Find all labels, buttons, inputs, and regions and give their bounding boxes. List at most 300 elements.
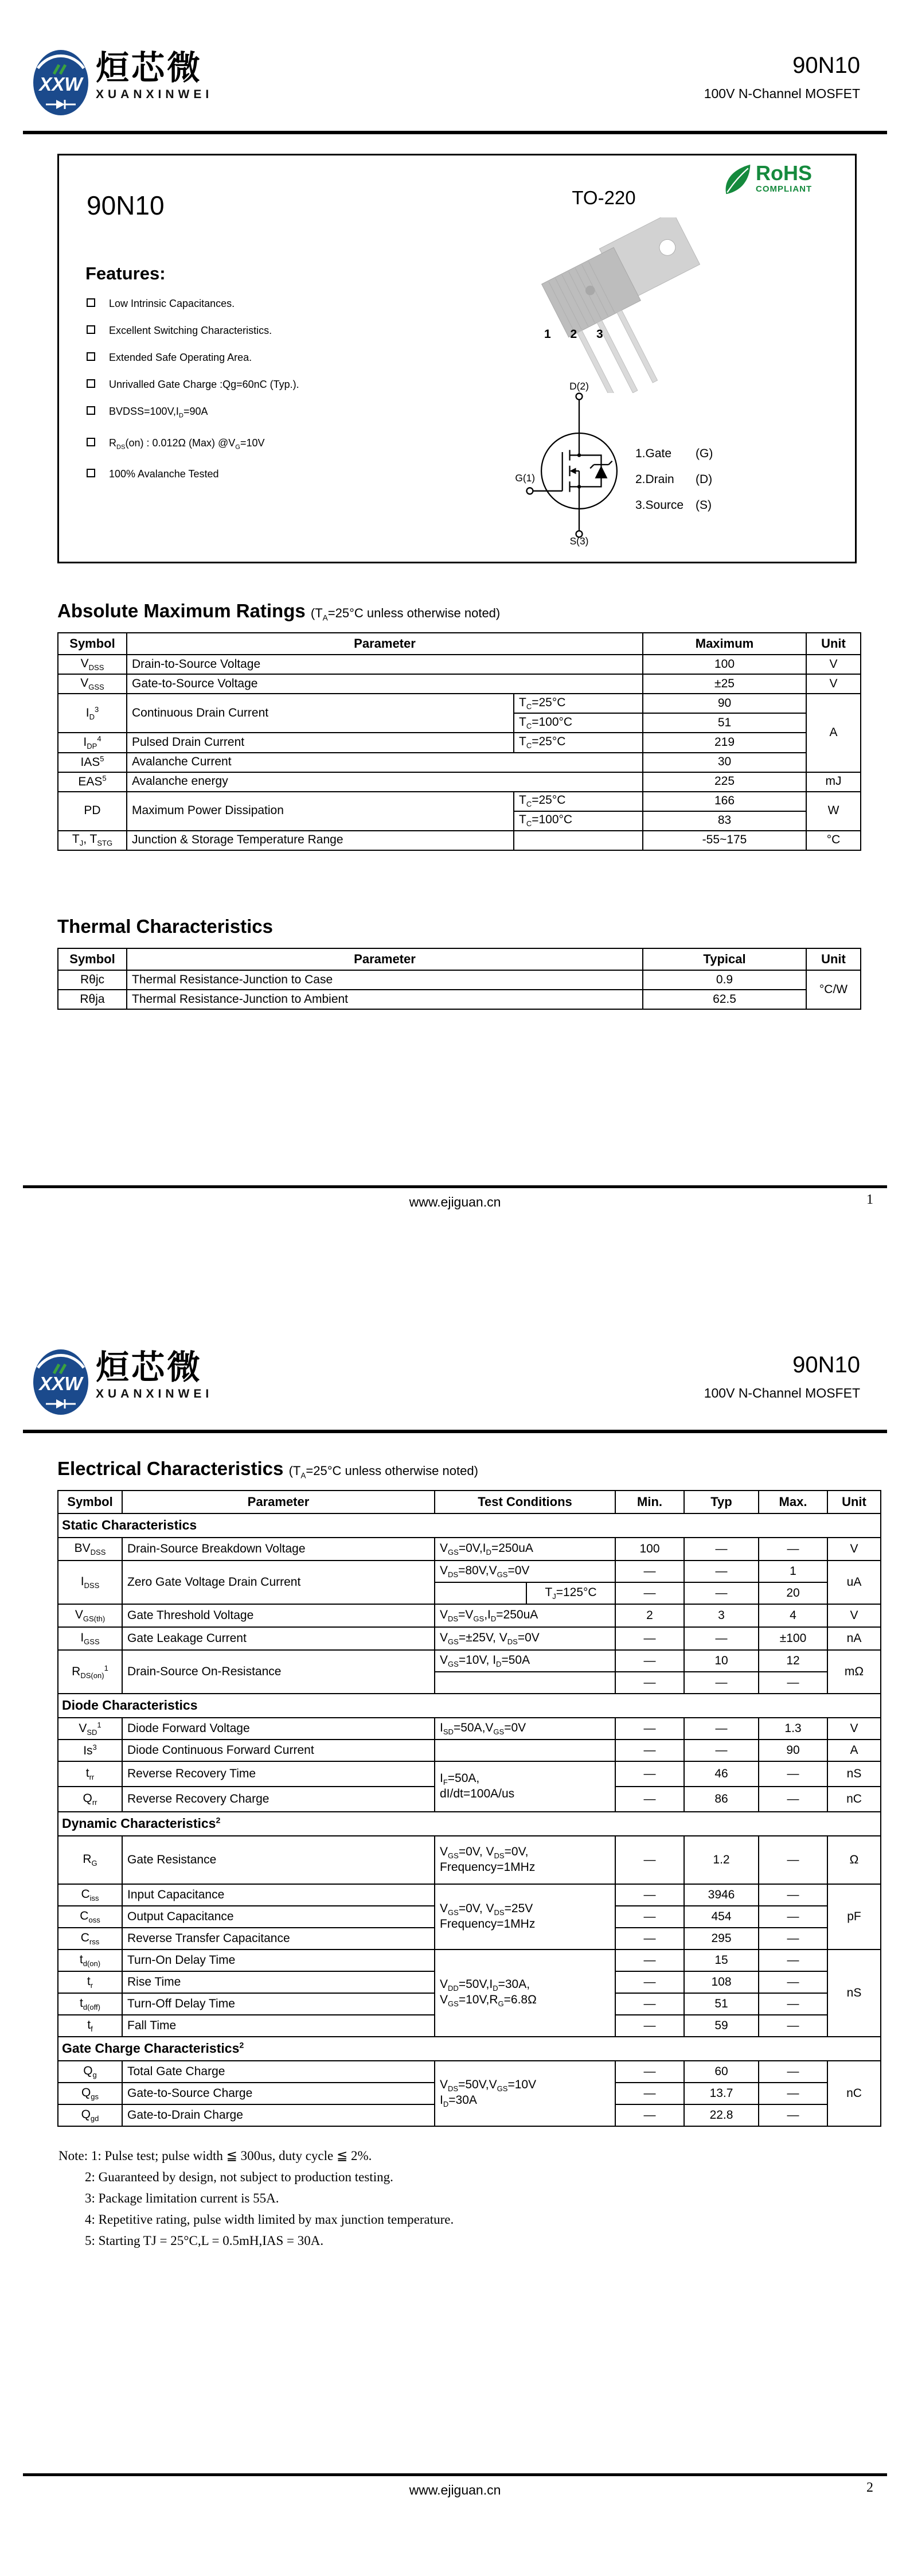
- part-number: 90N10: [792, 1352, 860, 1378]
- table-cell: $V_{GS(th)}$: [58, 1604, 122, 1627]
- note-line: Note: 1: Pulse test; pulse width ≦ 300us, duty cycle ≦ 2%.: [58, 2149, 372, 2163]
- table-cell: $I_{DP}^4$: [58, 733, 127, 753]
- pin-signal: (S): [696, 499, 712, 512]
- pin-signal: (D): [696, 473, 713, 486]
- table-cell: nC: [827, 1787, 881, 1812]
- rohs-leaf-icon: [721, 162, 753, 198]
- table-cell: —: [684, 1672, 759, 1694]
- footer-page-number: 2: [866, 2480, 873, 2495]
- features-box: [57, 154, 857, 563]
- table-cell: 86: [684, 1787, 759, 1812]
- table-cell: —: [615, 1627, 684, 1650]
- pin-legend: [635, 447, 713, 524]
- electrical-table: [57, 1490, 881, 2127]
- table-cell: 225: [643, 772, 806, 792]
- table-cell: Drain-Source Breakdown Voltage: [122, 1538, 435, 1561]
- product-subtitle: 100V N-Channel MOSFET: [704, 1386, 860, 1400]
- footer-rule: [23, 1185, 887, 1188]
- feature-text: $BVDSS=100V,I_D=90A$: [109, 406, 208, 419]
- table-cell: Reverse Recovery Charge: [122, 1787, 435, 1812]
- brand-name-en: XUANXINWEI: [96, 1387, 213, 1400]
- table-cell: Parameter: [127, 948, 643, 970]
- feature-list: [87, 298, 299, 495]
- table-cell: —: [759, 1787, 827, 1812]
- checkbox-icon: [87, 438, 95, 446]
- table-cell: Min.: [615, 1491, 684, 1513]
- table-cell: 10: [684, 1650, 759, 1672]
- table-cell: Gate-to-Drain Charge: [122, 2104, 435, 2126]
- table-cell: —: [615, 2104, 684, 2126]
- table-cell: [435, 1672, 615, 1694]
- table-cell: $V_{GS}=\pm 25V$, $V_{DS}=0V$: [435, 1627, 615, 1650]
- table-cell: Gate Resistance: [122, 1836, 435, 1884]
- table-cell: W: [806, 792, 861, 831]
- table-cell: 13.7: [684, 2083, 759, 2104]
- feature-item: [87, 379, 299, 391]
- table-row: [58, 1884, 881, 1906]
- table-cell: Maximum Power Dissipation: [127, 792, 514, 831]
- pin-numbers-label: 1 2 3: [544, 328, 611, 341]
- thermal-table: [57, 948, 861, 1010]
- table-cell: Fall Time: [122, 2015, 435, 2037]
- table-cell: $C_{oss}$: [58, 1906, 122, 1928]
- table-cell: Thermal Resistance-Junction to Case: [127, 970, 643, 990]
- footer-page-number: 1: [866, 1192, 873, 1207]
- table-cell: —: [684, 1740, 759, 1761]
- table-cell: 1.2: [684, 1836, 759, 1884]
- part-number: 90N10: [792, 53, 860, 78]
- part-number-box: 90N10: [87, 190, 165, 220]
- table-cell: $I_{DSS}$: [58, 1561, 122, 1604]
- table-cell: $T_C=100^\circ C$: [514, 811, 643, 831]
- brand-name-cn: 烜芯微: [96, 1349, 203, 1386]
- table-cell: —: [759, 1928, 827, 1949]
- table-row: [58, 948, 861, 970]
- table-cell: Diode Continuous Forward Current: [122, 1740, 435, 1761]
- feature-text: Low Intrinsic Capacitances.: [109, 298, 235, 309]
- table-cell: Dynamic Characteristics$^2$: [58, 1812, 881, 1836]
- table-cell: Output Capacitance: [122, 1906, 435, 1928]
- table-cell: 46: [684, 1761, 759, 1787]
- table-cell: nS: [827, 1761, 881, 1787]
- table-cell: [435, 1740, 615, 1761]
- table-cell: $V_{DSS}$: [58, 655, 127, 674]
- table-cell: $V_{DS}=V_{GS},I_D=250uA$: [435, 1604, 615, 1627]
- table-cell: 219: [643, 733, 806, 753]
- brand-monogram: XXW: [39, 73, 83, 95]
- table-row: [58, 990, 861, 1009]
- table-cell: —: [615, 2083, 684, 2104]
- feature-text: 100% Avalanche Tested: [109, 468, 219, 480]
- package-image: [525, 217, 741, 393]
- table-cell: Input Capacitance: [122, 1884, 435, 1906]
- table-row: [58, 1491, 881, 1513]
- table-cell: —: [759, 1836, 827, 1884]
- table-row: [58, 1694, 881, 1718]
- table-cell: pF: [827, 1884, 881, 1949]
- table-cell: —: [615, 1761, 684, 1787]
- data-table: [57, 948, 861, 1010]
- table-cell: °C: [806, 831, 861, 850]
- table-cell: 51: [643, 713, 806, 733]
- table-cell: V: [806, 655, 861, 674]
- table-cell: Typical: [643, 948, 806, 970]
- table-row: [58, 633, 861, 655]
- table-cell: $BV_{DSS}$: [58, 1538, 122, 1561]
- table-cell: 100: [615, 1538, 684, 1561]
- table-cell: —: [615, 1949, 684, 1971]
- table-cell: —: [759, 1993, 827, 2015]
- table-row: [58, 1627, 881, 1650]
- note-line: 5: Starting TJ = 25°C,L = 0.5mH,IAS = 30A.: [85, 2233, 324, 2248]
- abs-max-title-text: Absolute Maximum Ratings: [57, 600, 306, 621]
- table-cell: —: [759, 1906, 827, 1928]
- pin-label-gate: G(1): [515, 472, 536, 484]
- table-cell: Typ: [684, 1491, 759, 1513]
- data-table: [57, 632, 861, 851]
- table-cell: —: [759, 1949, 827, 1971]
- table-cell: Gate Leakage Current: [122, 1627, 435, 1650]
- table-cell: $I_F=50A$, dI/dt=100A/us: [435, 1761, 615, 1812]
- table-cell: uA: [827, 1561, 881, 1604]
- table-cell: 22.8: [684, 2104, 759, 2126]
- table-cell: —: [615, 1971, 684, 1993]
- table-cell: Reverse Recovery Time: [122, 1761, 435, 1787]
- table-row: [58, 1538, 881, 1561]
- footer-rule: [23, 2473, 887, 2476]
- table-cell: Diode Forward Voltage: [122, 1718, 435, 1740]
- table-row: [58, 1650, 881, 1672]
- table-cell: 295: [684, 1928, 759, 1949]
- table-cell: Junction & Storage Temperature Range: [127, 831, 514, 850]
- pin-legend-item: [635, 447, 713, 461]
- table-cell: Parameter: [122, 1491, 435, 1513]
- table-cell: mJ: [806, 772, 861, 792]
- table-cell: —: [615, 1836, 684, 1884]
- table-cell: Pulsed Drain Current: [127, 733, 514, 753]
- table-cell: $I_{SD}=50A,V_{GS}=0V$: [435, 1718, 615, 1740]
- table-cell: —: [759, 1672, 827, 1694]
- table-cell: Parameter: [127, 633, 643, 655]
- table-cell: Diode Characteristics: [58, 1694, 881, 1718]
- table-cell: Symbol: [58, 1491, 122, 1513]
- table-cell: $Q_{gd}$: [58, 2104, 122, 2126]
- pin-label-drain: D(2): [569, 380, 589, 392]
- notes-block: [58, 2149, 454, 2255]
- table-cell: —: [615, 2061, 684, 2083]
- pin-name: 2.Drain: [635, 473, 674, 486]
- product-subtitle: 100V N-Channel MOSFET: [704, 86, 860, 101]
- table-cell: Drain-to-Source Voltage: [127, 655, 643, 674]
- table-cell: mΩ: [827, 1650, 881, 1694]
- feature-item: [87, 468, 299, 480]
- table-cell: $I_{GSS}$: [58, 1627, 122, 1650]
- table-row: [58, 831, 861, 850]
- table-cell: Static Characteristics: [58, 1513, 881, 1538]
- table-row: [58, 655, 861, 674]
- table-cell: PD: [58, 792, 127, 831]
- table-cell: $V_{SD}^1$: [58, 1718, 122, 1740]
- table-cell: Symbol: [58, 948, 127, 970]
- electrical-title-text: Electrical Characteristics: [57, 1458, 284, 1479]
- pin-name: 3.Source: [635, 499, 684, 512]
- table-cell: $V_{GSS}$: [58, 674, 127, 694]
- table-cell: $C_{iss}$: [58, 1884, 122, 1906]
- table-cell: 4: [759, 1604, 827, 1627]
- table-cell: Max.: [759, 1491, 827, 1513]
- table-cell: —: [615, 1740, 684, 1761]
- table-cell: $V_{DS}=50V,V_{GS}=10V$ $I_D=30A$: [435, 2061, 615, 2126]
- checkbox-icon: [87, 379, 95, 388]
- table-cell: Unit: [806, 948, 861, 970]
- table-cell: Unit: [827, 1491, 881, 1513]
- table-cell: 90: [759, 1740, 827, 1761]
- rohs-text: RoHS: [756, 161, 812, 185]
- table-cell: —: [759, 2015, 827, 2037]
- abs-max-title: [57, 600, 500, 622]
- table-cell: —: [684, 1718, 759, 1740]
- table-cell: Gate Charge Characteristics$^2$: [58, 2037, 881, 2061]
- table-cell: Rise Time: [122, 1971, 435, 1993]
- table-cell: $V_{DS}=80V,V_{GS}=0V$: [435, 1561, 615, 1582]
- table-cell: V: [827, 1604, 881, 1627]
- feature-item: [87, 406, 299, 422]
- table-cell: -55~175: [643, 831, 806, 850]
- table-row: [58, 792, 861, 811]
- table-cell: Test Conditions: [435, 1491, 615, 1513]
- table-cell: 454: [684, 1906, 759, 1928]
- note-line: 3: Package limitation current is 55A.: [85, 2191, 279, 2205]
- table-cell: —: [615, 1582, 684, 1604]
- table-cell: 30: [643, 753, 806, 772]
- brand-name-cn: 烜芯微: [96, 49, 203, 87]
- table-cell: Rθjc: [58, 970, 127, 990]
- package-name: TO-220: [572, 187, 636, 208]
- table-cell: A: [827, 1740, 881, 1761]
- table-cell: Symbol: [58, 633, 127, 655]
- feature-text: Excellent Switching Characteristics.: [109, 325, 272, 336]
- brand-logo-block: [32, 49, 213, 116]
- table-cell: $t_f$: [58, 2015, 122, 2037]
- table-cell: 0.9: [643, 970, 806, 990]
- table-cell: 90: [643, 694, 806, 713]
- table-cell: Is$^3$: [58, 1740, 122, 1761]
- table-cell: 15: [684, 1949, 759, 1971]
- table-cell: —: [684, 1627, 759, 1650]
- table-cell: —: [759, 1884, 827, 1906]
- table-cell: 2: [615, 1604, 684, 1627]
- table-cell: —: [615, 2015, 684, 2037]
- table-cell: —: [615, 1928, 684, 1949]
- table-cell: 108: [684, 1971, 759, 1993]
- feature-text: Unrivalled Gate Charge :Qg=60nC (Typ.).: [109, 379, 299, 390]
- pin-label-source: S(3): [569, 535, 589, 547]
- table-cell: $R_G$: [58, 1836, 122, 1884]
- footer-website: www.ejiguan.cn: [409, 2482, 501, 2497]
- table-cell: [435, 1582, 526, 1604]
- table-cell: Maximum: [643, 633, 806, 655]
- table-cell: 60: [684, 2061, 759, 2083]
- table-cell: —: [759, 2104, 827, 2126]
- table-cell: —: [615, 1993, 684, 2015]
- table-cell: 51: [684, 1993, 759, 2015]
- table-row: [58, 1812, 881, 1836]
- table-cell: Turn-Off Delay Time: [122, 1993, 435, 2015]
- table-cell: $I_D^3$: [58, 694, 127, 733]
- table-cell: 62.5: [643, 990, 806, 1009]
- table-cell: $V_{GS}=0V$, $V_{DS}=25V$ Frequency=1MHz: [435, 1884, 615, 1949]
- table-row: [58, 1513, 881, 1538]
- table-cell: —: [615, 1884, 684, 1906]
- table-cell: Drain-Source On-Resistance: [122, 1650, 435, 1694]
- pin-legend-item: [635, 473, 713, 487]
- table-cell: $T_C=25^\circ C$: [514, 694, 643, 713]
- brand-logo-block: [32, 1348, 213, 1416]
- mosfet-symbol: [511, 378, 647, 550]
- features-title: Features:: [85, 263, 166, 283]
- table-cell: $V_{DD}=50V,I_D=30A$, $V_{GS}=10V,R_G=6.8\Omega$: [435, 1949, 615, 2037]
- table-cell: $V_{GS}=0V,I_D=250uA$: [435, 1538, 615, 1561]
- datasheet-page-2: [0, 1288, 910, 2576]
- table-cell: Continuous Drain Current: [127, 694, 514, 733]
- table-row: [58, 674, 861, 694]
- table-cell: 100: [643, 655, 806, 674]
- table-row: [58, 1740, 881, 1761]
- pin-signal: (G): [696, 447, 713, 460]
- table-cell: nA: [827, 1627, 881, 1650]
- electrical-title: [57, 1458, 478, 1480]
- table-cell: 12: [759, 1650, 827, 1672]
- table-cell: —: [684, 1561, 759, 1582]
- table-row: [58, 2037, 881, 2061]
- checkbox-icon: [87, 352, 95, 361]
- table-row: [58, 970, 861, 990]
- table-row: [58, 1718, 881, 1740]
- table-cell: —: [759, 1971, 827, 1993]
- table-row: [58, 1604, 881, 1627]
- table-cell: Unit: [806, 633, 861, 655]
- table-cell: —: [684, 1538, 759, 1561]
- brand-logo-icon: [32, 49, 90, 116]
- table-cell: —: [615, 1906, 684, 1928]
- table-cell: Gate-to-Source Charge: [122, 2083, 435, 2104]
- table-row: [58, 1836, 881, 1884]
- abs-max-table: [57, 632, 861, 851]
- table-cell: °C/W: [806, 970, 861, 1009]
- table-row: [58, 1761, 881, 1787]
- table-cell: Turn-On Delay Time: [122, 1949, 435, 1971]
- table-cell: $T_C=25^\circ C$: [514, 792, 643, 811]
- table-cell: 3: [684, 1604, 759, 1627]
- electrical-title-note: ($T_A=25^\circ C$ unless otherwise noted): [288, 1464, 478, 1480]
- feature-item: [87, 437, 299, 454]
- abs-max-title-note: ($T_A=25^\circ C$ unless otherwise noted): [310, 606, 501, 622]
- table-cell: Reverse Transfer Capacitance: [122, 1928, 435, 1949]
- table-cell: Gate-to-Source Voltage: [127, 674, 643, 694]
- table-cell: $T_J$, $T_{STG}$: [58, 831, 127, 850]
- table-cell: Thermal Resistance-Junction to Ambient: [127, 990, 643, 1009]
- table-cell: nC: [827, 2061, 881, 2126]
- table-cell: [514, 831, 643, 850]
- table-cell: —: [759, 1538, 827, 1561]
- brand-name-en: XUANXINWEI: [96, 88, 213, 101]
- table-cell: 59: [684, 2015, 759, 2037]
- feature-item: [87, 325, 299, 337]
- table-cell: $T_C=25^\circ C$: [514, 733, 643, 753]
- thermal-title-text: Thermal Characteristics: [57, 916, 274, 937]
- feature-item: [87, 352, 299, 364]
- table-cell: A: [806, 694, 861, 772]
- table-cell: V: [827, 1718, 881, 1740]
- table-cell: Avalanche energy: [127, 772, 643, 792]
- table-cell: $R_{DS(on)}^1$: [58, 1650, 122, 1694]
- table-cell: IAS$^5$: [58, 753, 127, 772]
- table-cell: Total Gate Charge: [122, 2061, 435, 2083]
- header-rule: [23, 131, 887, 134]
- table-cell: —: [684, 1582, 759, 1604]
- table-cell: $Q_{gs}$: [58, 2083, 122, 2104]
- table-cell: —: [615, 1672, 684, 1694]
- checkbox-icon: [87, 406, 95, 415]
- checkbox-icon: [87, 325, 95, 334]
- table-cell: 166: [643, 792, 806, 811]
- table-cell: 20: [759, 1582, 827, 1604]
- table-cell: Gate Threshold Voltage: [122, 1604, 435, 1627]
- checkbox-icon: [87, 469, 95, 477]
- brand-logo-icon: [32, 1348, 90, 1416]
- checkbox-icon: [87, 298, 95, 307]
- table-cell: $Q_g$: [58, 2061, 122, 2083]
- table-cell: —: [615, 1650, 684, 1672]
- table-cell: Zero Gate Voltage Drain Current: [122, 1561, 435, 1604]
- table-cell: ±25: [643, 674, 806, 694]
- feature-text: Extended Safe Operating Area.: [109, 352, 252, 363]
- table-cell: —: [759, 2061, 827, 2083]
- pin-legend-item: [635, 499, 713, 512]
- table-cell: $V_{GS}=10V$, $I_D=50A$: [435, 1650, 615, 1672]
- table-row: [58, 772, 861, 792]
- thermal-title: [57, 916, 273, 937]
- table-cell: —: [615, 1718, 684, 1740]
- table-cell: ±100: [759, 1627, 827, 1650]
- brand-monogram: XXW: [39, 1373, 83, 1394]
- table-cell: V: [827, 1538, 881, 1561]
- table-cell: —: [615, 1787, 684, 1812]
- rohs-logo: [721, 162, 812, 198]
- table-cell: nS: [827, 1949, 881, 2037]
- table-cell: $t_{d(off)}$: [58, 1993, 122, 2015]
- table-cell: —: [759, 1761, 827, 1787]
- table-cell: 1.3: [759, 1718, 827, 1740]
- table-row: [58, 2061, 881, 2083]
- table-row: [58, 753, 861, 772]
- table-cell: V: [806, 674, 861, 694]
- table-cell: Ω: [827, 1836, 881, 1884]
- table-cell: Rθja: [58, 990, 127, 1009]
- header-rule: [23, 1430, 887, 1433]
- table-cell: Avalanche Current: [127, 753, 643, 772]
- table-row: [58, 733, 861, 753]
- footer-website: www.ejiguan.cn: [409, 1194, 501, 1209]
- pin-name: 1.Gate: [635, 447, 672, 460]
- table-cell: 1: [759, 1561, 827, 1582]
- table-cell: EAS$^5$: [58, 772, 127, 792]
- table-cell: $Q_{rr}$: [58, 1787, 122, 1812]
- table-cell: —: [759, 2083, 827, 2104]
- rohs-compliant-text: COMPLIANT: [756, 184, 813, 194]
- note-line: 4: Repetitive rating, pulse width limited by max junction temperature.: [85, 2212, 454, 2227]
- table-cell: $C_{rss}$: [58, 1928, 122, 1949]
